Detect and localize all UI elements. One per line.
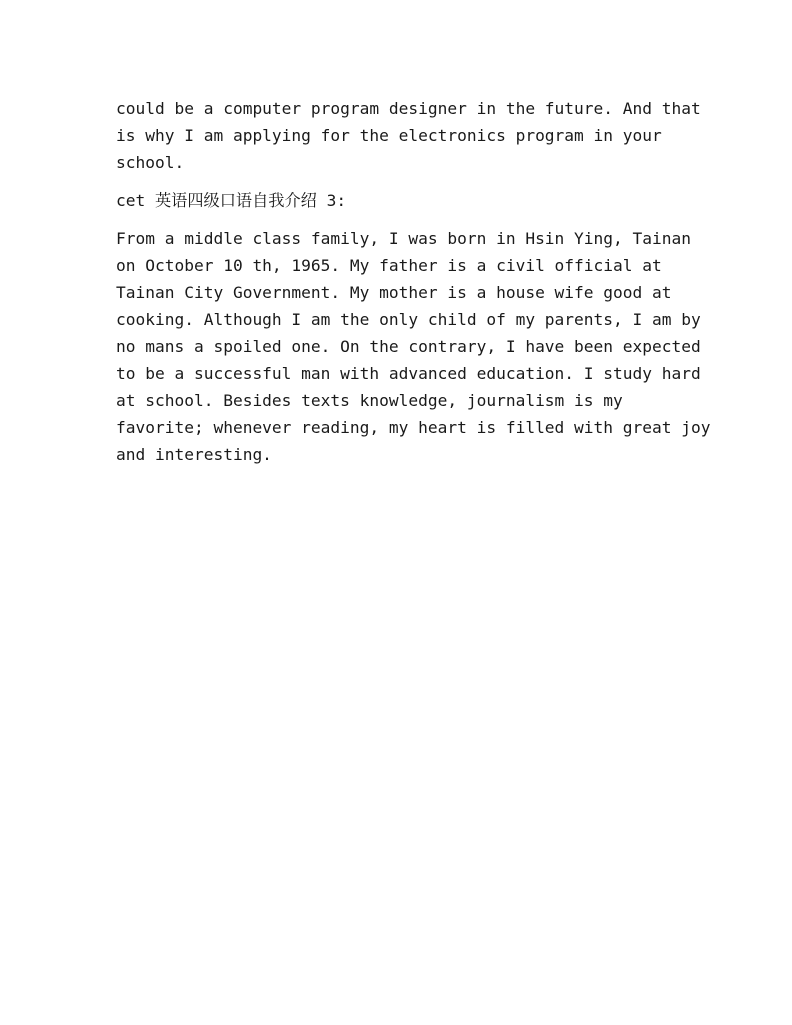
paragraph-line: cooking. Although I am the only child of my parents, I am by — [116, 310, 701, 329]
paragraph-line: could be a computer program designer in the future. And that — [116, 99, 701, 118]
section-heading — [116, 187, 686, 214]
paragraph-line: favorite; whenever reading, my heart is filled with great joy — [116, 418, 711, 437]
paragraph-line: Tainan City Government. My mother is a house wife good at — [116, 283, 672, 302]
paragraph-line: at school. Besides texts knowledge, journalism is my — [116, 391, 623, 410]
paragraph-line: on October 10 th, 1965. My father is a civil official at — [116, 256, 662, 275]
paragraph-1 — [116, 95, 701, 176]
paragraph-spacer — [116, 176, 686, 187]
paragraph-spacer — [116, 214, 686, 225]
paragraph-line: is why I am applying for the electronics program in your — [116, 126, 662, 145]
document-body — [116, 95, 711, 468]
paragraph-line: and interesting. — [116, 445, 272, 464]
paragraph-line: school. — [116, 153, 185, 172]
paragraph-line: From a middle class family, I was born in Hsin Ying, Tainan — [116, 229, 691, 248]
heading-line: cet 英语四级口语自我介绍 3: — [116, 191, 347, 210]
paragraph-line: no mans a spoiled one. On the contrary, I have been expected — [116, 337, 701, 356]
paragraph-2 — [116, 225, 711, 468]
paragraph-line: to be a successful man with advanced education. I study hard — [116, 364, 701, 383]
